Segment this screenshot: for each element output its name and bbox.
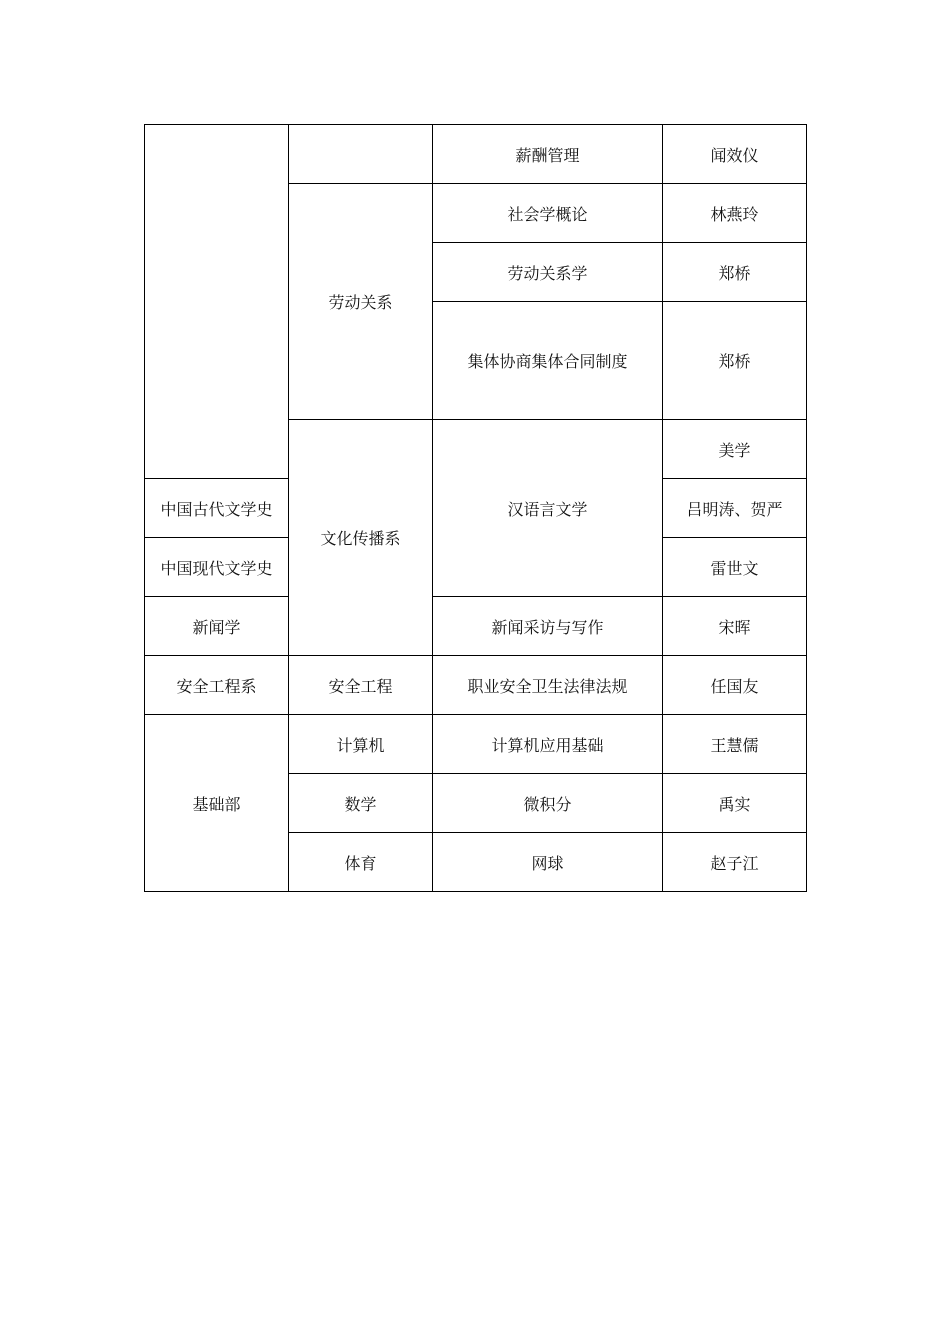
teacher-cell: 闻效仪	[663, 125, 807, 184]
table-row	[145, 715, 807, 774]
course-cell: 社会学概论	[433, 184, 663, 243]
course-cell: 微积分	[433, 774, 663, 833]
course-cell: 薪酬管理	[433, 125, 663, 184]
table-row	[145, 656, 807, 715]
major-cell: 劳动关系	[289, 184, 433, 420]
course-cell: 中国现代文学史	[145, 538, 289, 597]
table-row	[145, 125, 807, 184]
course-cell: 职业安全卫生法律法规	[433, 656, 663, 715]
teacher-cell: 郑桥	[663, 243, 807, 302]
major-cell	[289, 125, 433, 184]
course-cell: 新闻采访与写作	[433, 597, 663, 656]
major-cell: 新闻学	[145, 597, 289, 656]
course-cell: 美学	[663, 420, 807, 479]
department-cell: 基础部	[145, 715, 289, 892]
teacher-cell: 禹实	[663, 774, 807, 833]
teacher-cell: 吕明涛、贺严	[663, 479, 807, 538]
table-row	[145, 597, 807, 656]
teacher-cell: 赵子江	[663, 833, 807, 892]
course-cell: 集体协商集体合同制度	[433, 302, 663, 420]
course-cell: 计算机应用基础	[433, 715, 663, 774]
course-cell: 网球	[433, 833, 663, 892]
course-table	[144, 124, 807, 892]
teacher-cell: 郑桥	[663, 302, 807, 420]
department-cell: 文化传播系	[289, 420, 433, 656]
course-cell: 劳动关系学	[433, 243, 663, 302]
department-cell: 安全工程系	[145, 656, 289, 715]
teacher-cell: 林燕玲	[663, 184, 807, 243]
major-cell: 数学	[289, 774, 433, 833]
major-cell: 体育	[289, 833, 433, 892]
major-cell: 计算机	[289, 715, 433, 774]
teacher-cell: 王慧儒	[663, 715, 807, 774]
course-cell: 中国古代文学史	[145, 479, 289, 538]
department-cell	[145, 125, 289, 479]
major-cell: 安全工程	[289, 656, 433, 715]
major-cell: 汉语言文学	[433, 420, 663, 597]
teacher-cell: 宋晖	[663, 597, 807, 656]
teacher-cell: 任国友	[663, 656, 807, 715]
teacher-cell: 雷世文	[663, 538, 807, 597]
